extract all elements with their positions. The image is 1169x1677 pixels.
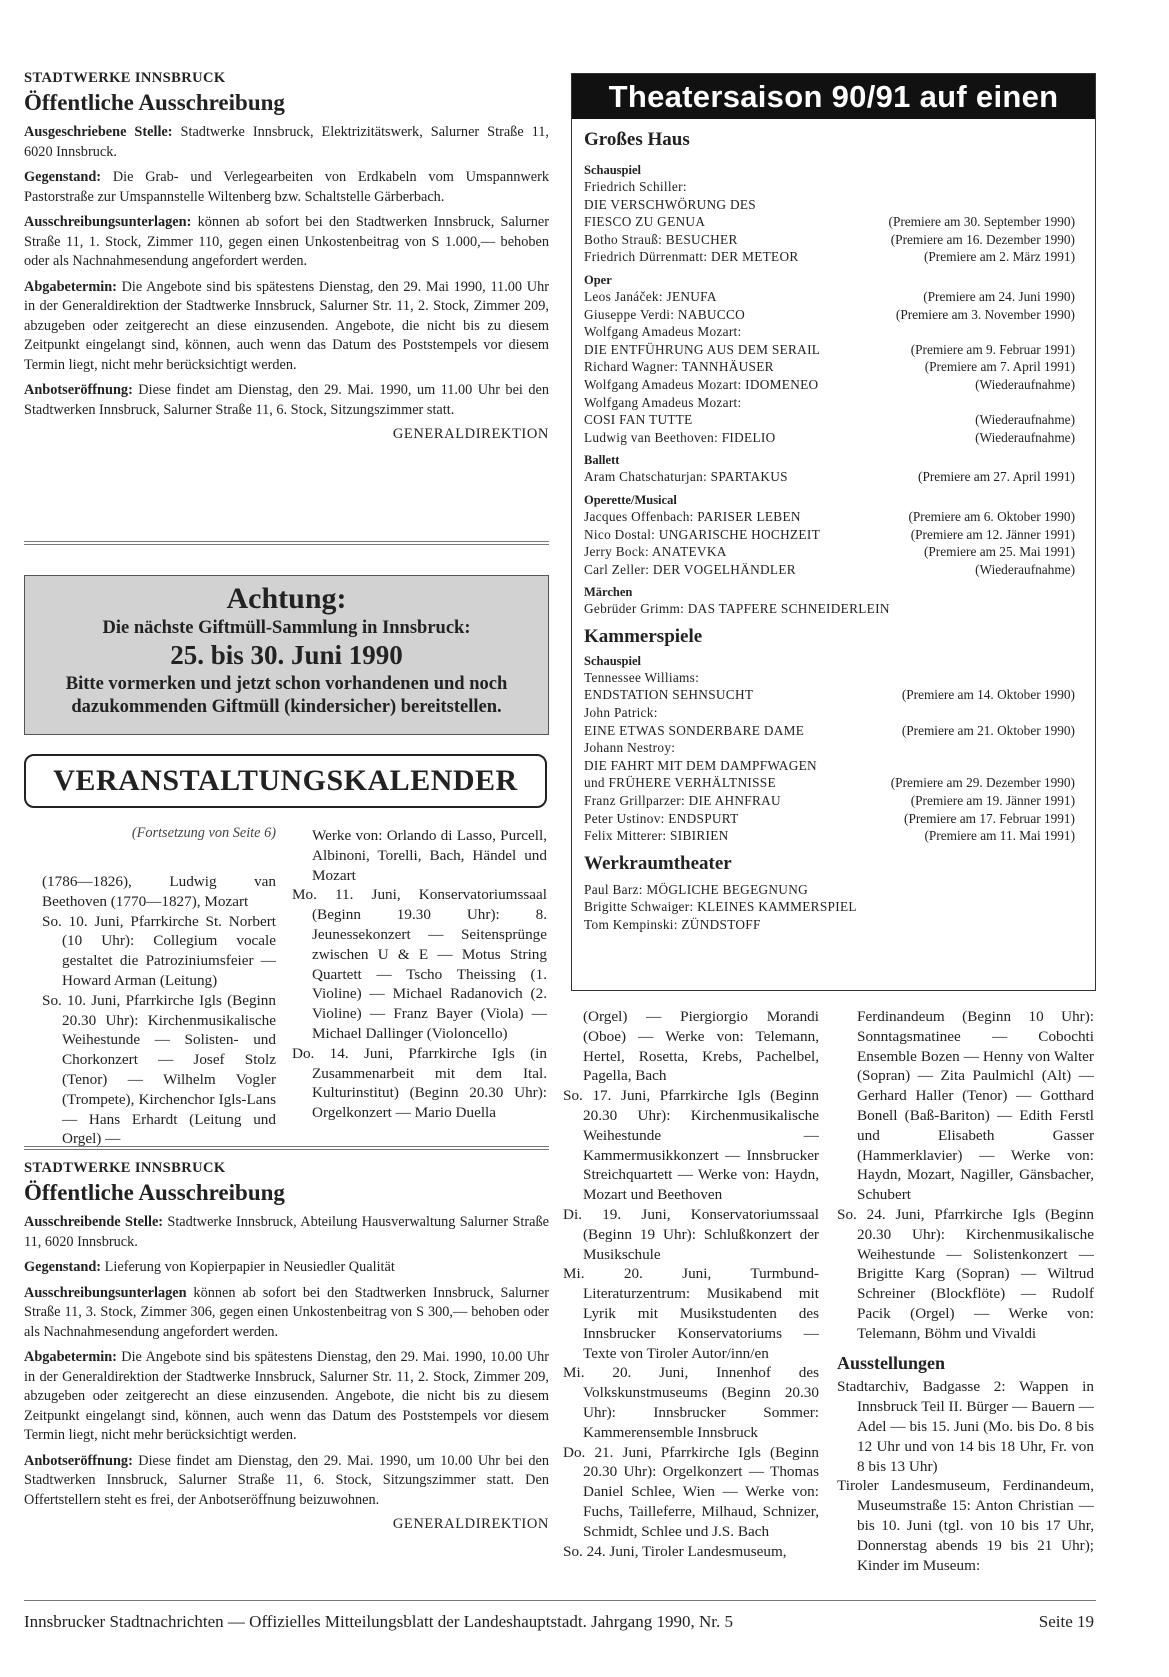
production-title: Jerry Bock: ANATEVKA xyxy=(584,544,727,560)
production-row xyxy=(584,341,1075,359)
production-row xyxy=(584,774,1075,792)
production-title: Paul Barz: MÖGLICHE BEGEGNUNG xyxy=(584,881,809,897)
production-row xyxy=(584,231,1075,249)
production-row xyxy=(584,526,1075,544)
production-title: Richard Wagner: TANNHÄUSER xyxy=(584,359,774,375)
paragraph-label: Anbotseröffnung: xyxy=(24,1452,133,1469)
genre-heading: Ballett xyxy=(584,453,620,468)
production-title: Wolfgang Amadeus Mozart: xyxy=(584,394,742,410)
production-title: Aram Chatschaturjan: SPARTAKUS xyxy=(584,469,788,485)
production-row xyxy=(584,543,1075,561)
paragraph-text: können ab sofort bei den Stadtwerken Innsbruck, Salurner Straße 11, 3. Stock, Zimmer 306, gegen einen Unkostenbeitrag von S 300,— behoben oder als Nachnahmesendung angefordert werden. xyxy=(24,1284,549,1340)
tender-1-signature: GENERALDIREKTION xyxy=(392,426,549,443)
production-title: DIE FAHRT MIT DEM DAMPFWAGEN xyxy=(584,757,817,773)
paragraph-label: Ausschreibende Stelle: xyxy=(24,1214,164,1231)
theater-box xyxy=(571,73,1096,991)
paragraph-text: Die Angebote sind bis spätestens Dienstag, den 29. Mai 1990, 11.00 Uhr in der Generaldirektion der Stadtwerke Innsbruck, Salurner Str. 11, 2. Stock, Zimmer 209, abzugeben oder zeitgerecht an diese einzusenden. Angebote, die nicht bis zu diesem Zeitpunkt eingelangt sind, können, auch wenn das Datum des Poststempels vor diesem Termin liegt, nicht mehr berücksichtigt werden. xyxy=(24,278,549,373)
production-row xyxy=(584,739,1075,757)
venue-heading: Großes Haus xyxy=(584,129,690,150)
calendar-entry: Mo. 11. Juni, Konservatoriumssaal (Beginn 19.30 Uhr): 8. Jeunessekonzert — Seitensprünge zwischen U & E — Motus String Quartett — Tscho Theissing (1. Violine) — Michael Radanovich (2. Violine) — Franz Bayer (Viola) — Michael Dallinger (Violoncello) xyxy=(292,886,547,1042)
paragraph-text: Lieferung von Kopierpapier in Neusiedler Qualität xyxy=(101,1259,395,1276)
paragraph-text: Stadtwerke Innsbruck, Abteilung Hausverwaltung Salurner Straße 11, 6020 Innsbruck. xyxy=(24,1214,549,1250)
production-date: (Wiederaufnahme) xyxy=(975,376,1075,392)
production-row xyxy=(584,468,1075,486)
production-row xyxy=(584,600,1075,618)
calendar-entry: Mi. 20. Juni, Turmbund-Literaturzentrum: Musikabend mit Lyrik mit Musikstudenten des Innsbrucker Konservatoriums — Texte von Tiroler Autor/inn/en xyxy=(563,1265,819,1362)
paragraph-text: Diese findet am Dienstag, den 29. Mai. 1990, um 10.00 Uhr bei den Stadtwerken Innsbruck, Salurner Straße 11, 6. Stock, Sitzungszimmer statt. Den Offertstellern steht es frei, der Anbotseröffnung beizuwohnen. xyxy=(24,1452,549,1508)
production-row xyxy=(584,306,1075,324)
production-date: (Premiere am 30. September 1990) xyxy=(888,214,1075,230)
production-row xyxy=(584,358,1075,376)
production-date: (Wiederaufnahme) xyxy=(975,412,1075,428)
paragraph-label: Ausschreibungsunterlagen: xyxy=(24,214,192,231)
production-row xyxy=(584,376,1075,394)
production-date: (Premiere am 3. November 1990) xyxy=(895,306,1075,322)
production-title: Nico Dostal: UNGARISCHE HOCHZEIT xyxy=(584,526,820,542)
production-row xyxy=(584,898,1075,916)
calendar-entry: Werke von: Orlando di Lasso, Purcell, Albinoni, Torelli, Bach, Händel und Mozart xyxy=(312,827,547,884)
production-date: (Premiere am 12. Jänner 1991) xyxy=(910,526,1075,542)
production-title: Wolfgang Amadeus Mozart: xyxy=(584,324,742,340)
paragraph-text: können ab sofort bei den Stadtwerken Innsbruck, Salurner Straße 11, 1. Stock, Zimmer 110, gegen einen Unkostenbeitrag von S 1.000,— behoben oder als Nachnahmesendung angefordert werden. xyxy=(24,214,549,270)
calendar-column-4 xyxy=(837,1007,1094,1575)
tender-1-title: Öffentliche Ausschreibung xyxy=(24,90,285,115)
calendar-column-1 xyxy=(42,872,276,1149)
production-row xyxy=(584,394,1075,412)
tender-1-org: STADTWERKE INNSBRUCK xyxy=(24,70,226,86)
tender-2-org: STADTWERKE INNSBRUCK xyxy=(24,1160,226,1176)
calendar-entry: So. 24. Juni, Pfarrkirche Igls (Beginn 20.30 Uhr): Kirchenmusikalische Weihestunde — Solistenkonzert — Brigitte Karg (Sopran) — Wiltrud Schreiner (Blockflöte) — Rudolf Pacik (Orgel) — Werke von: Telemann, Böhm und Vivaldi xyxy=(837,1205,1094,1342)
production-row xyxy=(584,827,1075,845)
calendar-entry: Do. 21. Juni, Pfarrkirche Igls (Beginn 20.30 Uhr): Orgelkonzert — Thomas Daniel Schlee, Wien — Werke von: Fuchs, Tailleferre, Milhaud, Schnizer, Schmidt, Schlee und J.S. Bach xyxy=(563,1443,819,1540)
production-title: Leos Janáček: JENUFA xyxy=(584,288,717,304)
tender-paragraph xyxy=(24,1258,549,1278)
paragraph-text: Die Grab- und Verlegearbeiten von Erdkabeln vom Umspannwerk Pastorstraße zur Umspannstelle Wiltenberg bzw. Schaltstelle Gärberbach. xyxy=(24,169,549,205)
tender-paragraph xyxy=(24,168,549,207)
production-row xyxy=(584,178,1075,196)
production-row xyxy=(584,411,1075,429)
calendar-column-2 xyxy=(292,826,547,1123)
calendar-entry: Mi. 20. Juni, Innenhof des Volkskunstmuseums (Beginn 20.30 Uhr): Innsbrucker Sommer: Kammerensemble Innsbruck xyxy=(563,1364,819,1441)
paragraph-text: Stadtwerke Innsbruck, Elektrizitätswerk, Salurner Straße 11, 6020 Innsbruck. xyxy=(24,124,549,160)
footer-rule xyxy=(24,1600,1096,1601)
exhibition-entry: Tiroler Landesmuseum, Ferdinandeum, Museumstraße 15: Anton Christian — bis 10. Juni (tgl. von 10 bis 17 Uhr, Donnerstag abends 19 bis 21 Uhr); Kinder im Museum: xyxy=(837,1477,1094,1574)
genre-heading: Schauspiel xyxy=(584,163,641,177)
divider xyxy=(24,541,549,545)
venue-heading: Kammerspiele xyxy=(584,625,703,647)
calendar-entry: (Orgel) — Piergiorgio Morandi (Oboe) — Werke von: Telemann, Hertel, Rosetta, Krebs, Pachelbel, Pagella, Bach xyxy=(583,1008,819,1085)
production-row xyxy=(584,213,1075,231)
production-title: Wolfgang Amadeus Mozart: IDOMENEO xyxy=(584,376,819,392)
paragraph-label: Ausschreibungsunterlagen xyxy=(24,1284,187,1301)
tender-paragraph xyxy=(24,381,549,420)
genre-heading: Schauspiel xyxy=(584,653,641,668)
production-title: Jacques Offenbach: PARISER LEBEN xyxy=(584,508,801,524)
production-title: DIE ENTFÜHRUNG AUS DEM SERAIL xyxy=(584,341,821,357)
production-title: EINE ETWAS SONDERBARE DAME xyxy=(584,722,805,738)
calendar-column-3 xyxy=(563,1007,819,1561)
calendar-entry: So. 10. Juni, Pfarrkirche Igls (Beginn 20.30 Uhr): Kirchenmusikalische Weihestunde — Solisten- und Chorkonzert — Josef Stolz (Tenor) — Wilhelm Vogler (Trompete), Kirchenchor Igls-Lans — Hans Erhardt (Leitung und Orgel) — xyxy=(42,991,276,1148)
production-row xyxy=(584,669,1075,687)
production-date: (Premiere am 9. Februar 1991) xyxy=(910,341,1075,357)
tender-paragraph xyxy=(24,278,549,376)
tender-1 xyxy=(24,70,549,443)
production-title: Tom Kempinski: ZÜNDSTOFF xyxy=(584,917,761,932)
tender-paragraph xyxy=(24,213,549,272)
paragraph-label: Abgabetermin: xyxy=(24,1349,117,1366)
calendar-entry: So. 10. Juni, Pfarrkirche St. Norbert (10 Uhr): Collegium vocale gestaltet die Patroziniumsfeier — Howard Arman (Leitung) xyxy=(42,912,276,989)
ausstellungen-heading: Ausstellungen xyxy=(837,1352,946,1373)
production-title: Carl Zeller: DER VOGELHÄNDLER xyxy=(584,561,796,577)
production-title: ENDSTATION SEHNSUCHT xyxy=(584,687,754,703)
production-row xyxy=(584,792,1075,810)
production-title: Brigitte Schwaiger: KLEINES KAMMERSPIEL xyxy=(584,899,857,915)
tender-paragraph xyxy=(24,1348,549,1446)
production-date: (Premiere am 29. Dezember 1990) xyxy=(890,775,1075,791)
production-title: FIESCO ZU GENUA xyxy=(584,214,706,230)
production-date: (Premiere am 2. März 1991) xyxy=(923,249,1075,265)
achtung-box xyxy=(24,575,549,735)
production-row xyxy=(584,248,1075,266)
paragraph-label: Gegenstand: xyxy=(24,169,102,186)
paragraph-label: Abgabetermin: xyxy=(24,278,117,295)
production-row xyxy=(584,323,1075,341)
production-date: (Premiere am 14. Oktober 1990) xyxy=(901,687,1075,703)
production-row xyxy=(584,722,1075,740)
production-row xyxy=(584,429,1075,447)
production-row xyxy=(584,757,1075,775)
production-row xyxy=(584,508,1075,526)
calendar-title: VERANSTALTUNGSKALENDER xyxy=(24,754,547,808)
divider xyxy=(24,1146,549,1150)
production-date: (Premiere am 21. Oktober 1990) xyxy=(901,722,1075,738)
genre-heading: Operette/Musical xyxy=(584,492,677,507)
production-title: Johann Nestroy: xyxy=(584,740,676,756)
calendar-continuation: (Fortsetzung von Seite 6) xyxy=(131,825,276,841)
production-date: (Premiere am 16. Dezember 1990) xyxy=(890,231,1075,247)
paragraph-text: Die Angebote sind bis spätestens Dienstag, den 29. Mai. 1990, 10.00 Uhr in der Generaldirektion der Stadtwerke Innsbruck, Salurner Str. 11, 2. Stock, Zimmer 209, abzugeben oder zeitgerecht an diese einzusenden. Angebote, die nicht bis zu diesem Zeitpunkt eingelangt sind, können, auch wenn das Datum des Poststempels vor diesem Termin liegt, nicht mehr berücksichtigt werden. xyxy=(24,1349,549,1444)
production-row xyxy=(584,916,1075,934)
paragraph-label: Anbotseröffnung: xyxy=(24,382,133,399)
achtung-line-1: Die nächste Giftmüll-Sammlung in Innsbruck: xyxy=(102,618,471,638)
production-row xyxy=(584,288,1075,306)
genre-heading: Oper xyxy=(584,272,612,287)
achtung-dates: 25. bis 30. Juni 1990 xyxy=(170,640,403,670)
production-title: Ludwig van Beethoven: FIDELIO xyxy=(584,429,776,445)
achtung-title: Achtung: xyxy=(226,582,347,615)
tender-2-signature: GENERALDIREKTION xyxy=(392,1516,549,1533)
production-date: (Premiere am 27. April 1991) xyxy=(918,469,1075,485)
tender-2 xyxy=(24,1160,549,1533)
tender-paragraph xyxy=(24,123,549,162)
production-date: (Premiere am 24. Juni 1990) xyxy=(923,288,1075,304)
production-row xyxy=(584,810,1075,828)
tender-paragraph xyxy=(24,1284,549,1343)
tender-1-body xyxy=(24,123,549,420)
production-title: und FRÜHERE VERHÄLTNISSE xyxy=(584,775,776,791)
production-row xyxy=(584,196,1075,214)
production-title: John Patrick: xyxy=(584,705,658,721)
production-date: (Premiere am 11. Mai 1991) xyxy=(924,828,1075,844)
production-title: Felix Mitterer: SIBIRIEN xyxy=(584,828,729,844)
production-row xyxy=(584,561,1075,579)
production-title: Gebrüder Grimm: DAS TAPFERE SCHNEIDERLEIN xyxy=(584,601,890,617)
production-date: (Premiere am 17. Februar 1991) xyxy=(904,810,1075,826)
exhibition-entry: Stadtarchiv, Badgasse 2: Wappen in Innsbruck Teil II. Bürger — Bauern — Adel — bis 15. Juni (Mo. bis Do. 8 bis 12 Uhr und von 14 bis 18 Uhr, Fr. von 8 bis 13 Uhr) xyxy=(837,1378,1094,1475)
calendar-entry: Di. 19. Juni, Konservatoriumssaal (Beginn 19 Uhr): Schlußkonzert der Musikschule xyxy=(563,1205,819,1263)
calendar-entry: Do. 14. Juni, Pfarrkirche Igls (in Zusammenarbeit mit dem Ital. Kulturinstitut) (Beginn 20.30 Uhr): Orgelkonzert — Mario Duella xyxy=(292,1044,547,1122)
venue-heading: Werkraumtheater xyxy=(584,852,732,874)
achtung-line-3: dazukommenden Giftmüll (kindersicher) bereitstellen. xyxy=(71,697,502,717)
tender-paragraph xyxy=(24,1213,549,1252)
production-date: (Wiederaufnahme) xyxy=(975,561,1075,577)
footer-publication: Innsbrucker Stadtnachrichten — Offizielles Mitteilungsblatt der Landeshauptstadt. Jahrgang 1990, Nr. 5 xyxy=(24,1612,733,1631)
production-date: (Premiere am 6. Oktober 1990) xyxy=(908,508,1075,524)
production-title: Peter Ustinov: ENDSPURT xyxy=(584,810,739,826)
footer-page-number: Seite 19 xyxy=(1038,1612,1094,1631)
calendar-entry: So. 24. Juni, Tiroler Landesmuseum, xyxy=(563,1542,787,1560)
production-title: Friedrich Schiller: xyxy=(584,179,687,194)
production-title: DIE VERSCHWÖRUNG DES xyxy=(584,196,756,212)
tender-2-title: Öffentliche Ausschreibung xyxy=(24,1180,285,1205)
production-title: Tennessee Williams: xyxy=(584,669,700,685)
production-title: Giuseppe Verdi: NABUCCO xyxy=(584,306,746,322)
paragraph-label: Ausgeschriebene Stelle: xyxy=(24,124,173,141)
production-date: (Premiere am 19. Jänner 1991) xyxy=(910,793,1075,809)
production-date: (Premiere am 25. Mai 1991) xyxy=(923,544,1075,560)
paragraph-label: Gegenstand: xyxy=(24,1259,102,1276)
tender-paragraph xyxy=(24,1452,549,1511)
production-title: Friedrich Dürrenmatt: DER METEOR xyxy=(584,249,799,265)
theater-body xyxy=(572,119,1095,934)
calendar-entry: Ferdinandeum (Beginn 10 Uhr): Sonntagsmatinee — Cobochti Ensemble Bozen — Henny von Walter (Sopran) — Zita Paulmichl (Alt) — Gerhard Haller (Tenor) — Gotthard Bonell (Baß-Bariton) — Edith Ferstl und Elisabeth Gasser (Hammerklavier) — Werke von: Haydn, Mozart, Nagiller, Gänsbacher, Schubert xyxy=(857,1008,1094,1204)
production-row xyxy=(584,881,1075,899)
achtung-line-2: Bitte vormerken und jetzt schon vorhandenen und noch xyxy=(65,674,508,694)
production-title: COSI FAN TUTTE xyxy=(584,412,693,428)
genre-heading: Märchen xyxy=(584,585,633,600)
calendar-entry: So. 17. Juni, Pfarrkirche Igls (Beginn 20.30 Uhr): Kirchenmusikalische Weihestunde — Kammermusikkonzert — Innsbrucker Streichquartett — Werke von: Haydn, Mozart und Beethoven xyxy=(563,1087,819,1204)
calendar-entry: (1786—1826), Ludwig van Beethoven (1770—1827), Mozart xyxy=(42,873,276,910)
production-title: Botho Strauß: BESUCHER xyxy=(584,231,738,247)
paragraph-text: Diese findet am Dienstag, den 29. Mai. 1990, um 11.00 Uhr bei den Stadtwerken Innsbruck, Salurner Straße 11, 6. Stock, Sitzungszimmer statt. xyxy=(24,382,549,418)
production-row xyxy=(584,704,1075,722)
production-date: (Premiere am 7. April 1991) xyxy=(924,359,1075,375)
tender-2-body xyxy=(24,1213,549,1510)
theater-title: Theatersaison 90/91 auf einen Blick xyxy=(572,74,1095,119)
production-title: Franz Grillparzer: DIE AHNFRAU xyxy=(584,793,781,809)
production-date: (Wiederaufnahme) xyxy=(975,429,1075,445)
production-row xyxy=(584,686,1075,704)
